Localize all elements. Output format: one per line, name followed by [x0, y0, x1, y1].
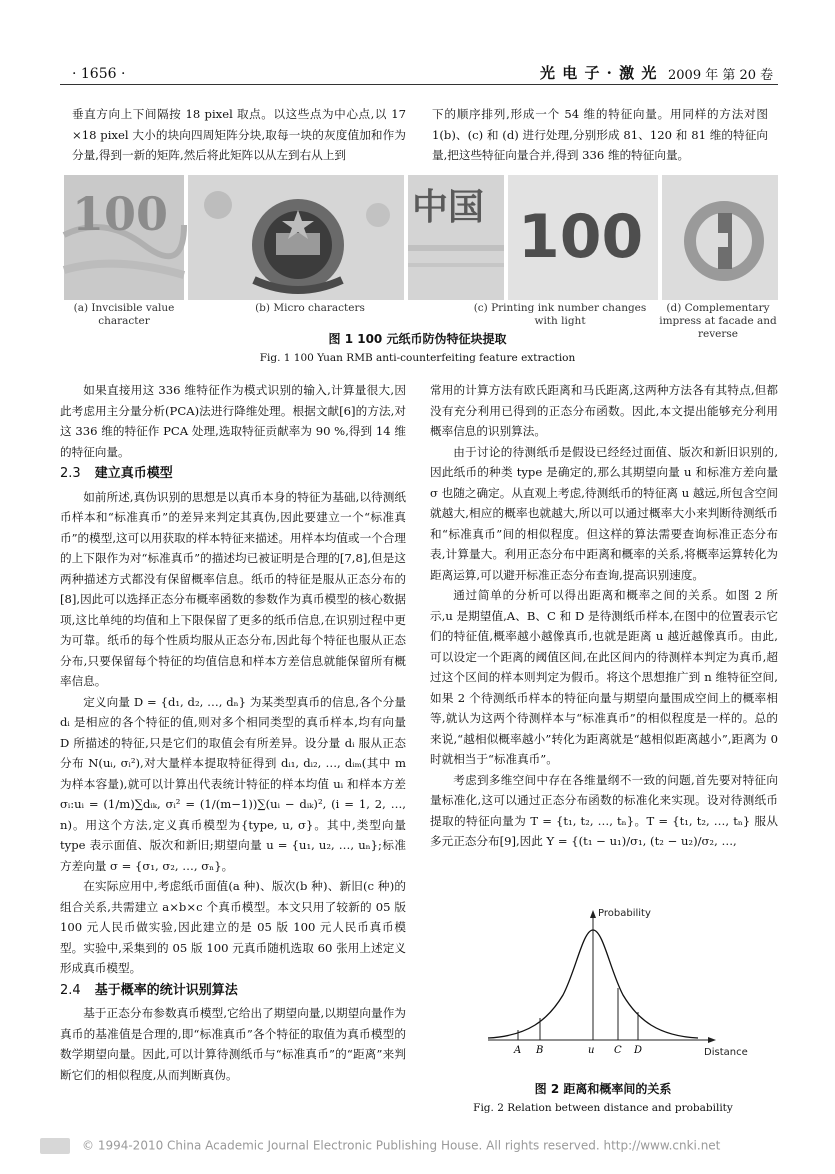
- ink-number-image: [508, 175, 658, 300]
- y-axis-arrow: [590, 910, 596, 918]
- section-number: 2.3: [60, 466, 81, 481]
- label-a: A: [514, 1045, 522, 1056]
- publisher-logo-icon: [40, 1138, 70, 1154]
- invisible-value-image: [64, 175, 184, 300]
- section-title: 建立真币模型: [94, 466, 173, 481]
- caption-b: (b) Micro characters: [255, 302, 365, 314]
- panel-b-characters: 中国: [412, 187, 485, 228]
- figure-2-caption-en: Fig. 2 Relation between distance and probability: [473, 1102, 733, 1114]
- label-d: D: [634, 1045, 643, 1056]
- caption-c: (c) Printing ink number changes with light: [473, 302, 647, 327]
- right-top-column: [432, 104, 768, 166]
- paragraph: 由于讨论的待测纸币是假设已经经过面值、版次和新旧识别的,因此纸币的种类 type 是确定的,那么其期望向量 u 和标准方差向量 σ 也随之确定。从直观上考虑,待测纸币的特征离 u 越远,所包含空间就越大,相应的概率也就越大,所以可以通过概率大小来判断待测纸币和“标准真币”间的相似程度。但这样的算法需要查询标准正态分布表,计算量大。利用正态分布中距离和概率的关系,将概率运算转化为距离运算,可以避开标准正态分布查询,提高识别速度。: [430, 444, 778, 582]
- emblem-image: [188, 175, 404, 300]
- complementary-impress-image: [662, 175, 778, 300]
- panel-c-digits: 100: [518, 202, 644, 272]
- figure-panel-b: [188, 175, 404, 300]
- right-body-column: [430, 380, 778, 852]
- micro-characters-image: [408, 175, 504, 300]
- figure-2-plot: [468, 900, 748, 1065]
- figure-1-caption-zh: 图 1 100 元纸币防伪特征块提取: [328, 332, 507, 346]
- left-body-column: [60, 380, 406, 1085]
- paragraph: 在实际应用中,考虑纸币面值(a 种)、版次(b 种)、新旧(c 种)的组合关系,共需建立 a×b×c 个真币模型。本文只用了较新的 05 版 100 元人民币做实验,因此建立的是 05 版 100 元人民币真币模型。实验中,采集到的 05 版 100 元真币随机选取 60 张用上述定义形成真币模型。: [60, 879, 406, 975]
- page-number: · 1656 ·: [72, 66, 126, 82]
- label-c: C: [614, 1045, 622, 1056]
- paragraph: 基于正态分布参数真币模型,它给出了期望向量,以期望向量作为真币的基准值是合理的,即“标准真币”各个特征的取值为真币模型的数学期望向量。因此,可以计算待测纸币与“标准真币”的“距离”来判断它们的相似程度,从而判断真伪。: [60, 1006, 406, 1082]
- section-heading-2-4: [60, 981, 406, 1002]
- caption-a: (a) Invcisible value character: [73, 302, 175, 327]
- paragraph: 垂直方向上下间隔按 18 pixel 取点。以这些点为中心点,以 17 ×18 pixel 大小的块向四周矩阵分块,取每一块的灰度值加和作为分量,得到一新的矩阵,然后将此矩阵以从左到右从上到: [72, 107, 406, 162]
- copyright-footer: [40, 1138, 720, 1154]
- label-b: B: [536, 1045, 544, 1056]
- paragraph: 定义向量 D = {d₁, d₂, …, dₙ} 为某类型真币的信息,各个分量 dᵢ 是相应的各个特征的值,则对多个相同类型的真币样本,均有向量 D 所描述的特征,只是它们的取值会有所差异。设分量 dᵢ 服从正态分布 N(uᵢ, σᵢ²),对大量样本提取特征得到 dᵢ₁, dᵢ₂, …, dᵢₘ(其中 m 为样本容量),就可以计算出代表统计特征的样本均值 uᵢ 和样本方差 σᵢ:uᵢ = (1/m)∑dᵢₖ, σᵢ² = (1/(m−1))∑(uᵢ − dᵢₖ)², (i = 1, 2, …, n)。用这个方法,定义真币模型为{type, u, σ}。其中,类型向量 type 表示面值、版次和新旧;期望向量 u = {u₁, u₂, …, uₙ};标准方差向量 σ = {σ₁, σ₂, …, σₙ}。: [60, 694, 406, 873]
- left-top-column: [72, 104, 406, 166]
- section-title: 基于概率的统计识别算法: [94, 982, 238, 998]
- header-rule: [60, 84, 778, 85]
- paragraph: 如果直接用这 336 维特征作为模式识别的输入,计算量很大,因此考虑用主分量分析(PCA)法进行降维处理。根据文献[6]的方法,对这 336 维的特征作 PCA 处理,选取特征贡献率为 90 %,得到 14 维的特征向量。: [60, 383, 406, 459]
- y-axis-label: Probability: [598, 908, 651, 919]
- paragraph: 下的顺序排列,形成一个 54 维的特征向量。用同样的方法对图 1(b)、(c) 和 (d) 进行处理,分别形成 81、120 和 81 维的特征向量,把这些特征向量合并,得到 336 维的特征向量。: [432, 107, 768, 162]
- journal-title: 光 电 子 · 激 光: [540, 64, 658, 82]
- label-u: u: [588, 1045, 595, 1056]
- figure-1: [64, 175, 778, 300]
- paragraph: 常用的计算方法有欧氏距离和马氏距离,这两种方法各有其特点,但都没有充分利用已得到的正态分布函数。因此,本文提出能够充分利用概率信息的识别算法。: [430, 383, 778, 438]
- figure-panel-d: [662, 175, 778, 300]
- x-axis-arrow: [708, 1037, 716, 1043]
- figure-2-caption-zh: 图 2 距离和概率间的关系: [534, 1082, 672, 1096]
- x-axis-label: Distance: [704, 1047, 748, 1058]
- year-volume: 2009 年 第 20 卷: [668, 68, 774, 83]
- figure-1-caption-en: Fig. 1 100 Yuan RMB anti-counterfeiting feature extraction: [259, 352, 576, 364]
- section-heading-2-3: [60, 464, 406, 485]
- panel-a-digits: 100: [72, 187, 169, 241]
- paragraph: 如前所述,真伪识别的思想是以真币本身的特征为基础,以待测纸币样本和“标准真币”的差异来判定其真伪,因此要建立一个“标准真币”的模型,这可以用获取的样本特征来描述。用样本均值或一个合理的上下限作为对“标准真币”的描述均已被证明是合理的[7,8],但是这两种描述方式都没有保留概率信息。纸币的特征是服从正态分布的[8],因此可以选择正态分布概率函数的参数作为真币模型的核心数据项,这比单纯的均值和上下限保留了更多的纸币信息,在识别过程中更为可靠。纸币的每个性质均服从正态分布,因此每个特征也服从正态分布,只要保留每个特征的均值信息和样本方差信息就能保留所有概率信息。: [60, 489, 406, 688]
- paragraph: 考虑到多维空间中存在各维量纲不一致的问题,首先要对特征向量标准化,这可以通过正态分布函数的标准化来实现。设对待测纸币提取的特征向量为 T = {t₁, t₂, …, tₙ}。T = {t₁, t₂, …, tₙ} 服从多元正态分布[9],因此 Y = {(t₁ − u₁)/σ₁, (t₂ − u₂)/σ₂, …,: [430, 772, 778, 848]
- section-number: 2.4: [60, 982, 81, 998]
- figure-panel-a: [64, 175, 184, 300]
- caption-d: (d) Complementary impress at facade and reverse: [659, 302, 777, 340]
- figure-panel-b2: [408, 175, 504, 300]
- copyright-text: © 1994-2010 China Academic Journal Electronic Publishing House. All rights reserved. http://www.cnki.net: [82, 1138, 721, 1153]
- figure-panel-c: [508, 175, 658, 300]
- paragraph: 通过简单的分析可以得出距离和概率之间的关系。如图 2 所示,u 是期望值,A、B、C 和 D 是待测纸币样本,在图中的位置表示它们的特征值,概率越小越像真币,也就是距离 u 越近越像真币。由此,可以设定一个距离的阈值区间,在此区间内的待测样本判定为真币,超过这个区间的样本则判定为假币。将这个思想推广到 n 维特征空间,如果 2 个待测纸币样本的特征向量与期望向量围成空间上的概率相等,就认为这两个待测样本与“标准真币”的相似程度是一样的。总的来说,“越相似概率越小”转化为距离就是“越相似距离越小”,距离为 0 时就相当于“标准真币”。: [430, 588, 778, 766]
